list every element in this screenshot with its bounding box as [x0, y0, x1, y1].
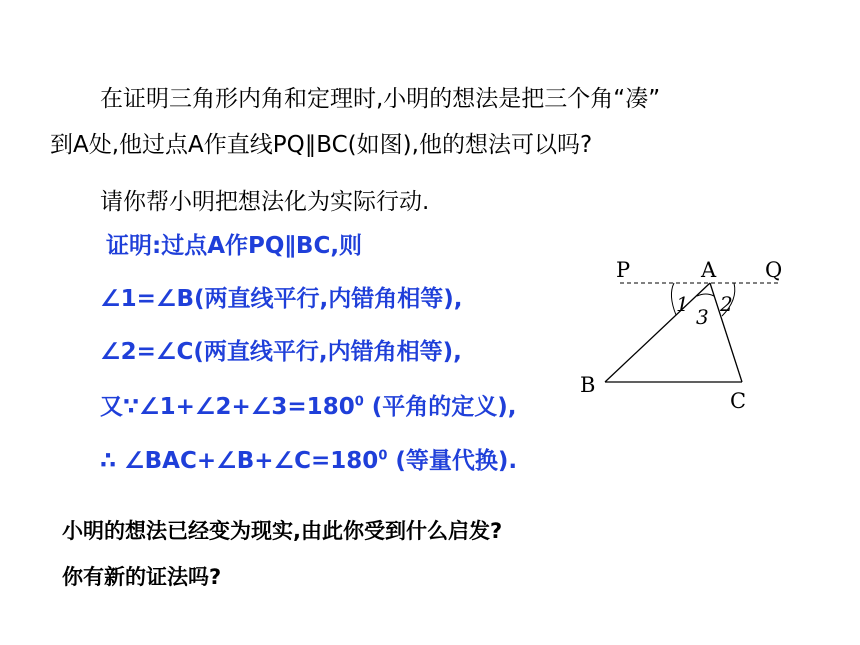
proof-line-5 [100, 446, 517, 476]
closing-line-1: 小明的想法已经变为现实,由此你受到什么启发? [62, 519, 503, 543]
proof-line-4 [100, 392, 517, 422]
proof-line-4-reason: (平角的定义), [363, 394, 517, 420]
side-ab [605, 283, 710, 382]
triangle-figure [570, 250, 800, 420]
proof-line-5-main: ∴ ∠BAC+∠B+∠C=180 [100, 448, 379, 474]
label-b: B [580, 373, 596, 397]
proof-line-1: 证明:过点A作PQ∥BC,则 [106, 233, 363, 259]
intro-line-1: 在证明三角形内角和定理时,小明的想法是把三个角“凑” [100, 86, 661, 112]
label-c: C [730, 389, 747, 413]
closing-line-2: 你有新的证法吗? [62, 565, 222, 589]
label-1: 1 [676, 292, 689, 316]
proof-line-4-degree: 0 [354, 394, 364, 410]
proof-line-3: ∠2=∠C(两直线平行,内错角相等), [100, 339, 462, 365]
proof-line-5-reason: (等量代换). [387, 448, 518, 474]
label-3: 3 [696, 305, 709, 329]
intro-line-3: 请你帮小明把想法化为实际行动. [100, 189, 430, 215]
proof-line-2: ∠1=∠B(两直线平行,内错角相等), [100, 286, 463, 312]
label-a: A [701, 258, 717, 282]
intro-line-2: 到A处,他过点A作直线PQ∥BC(如图),他的想法可以吗? [50, 132, 593, 158]
proof-line-5-degree: 0 [378, 448, 388, 464]
label-2: 2 [720, 292, 733, 316]
label-p: P [616, 258, 631, 282]
label-q: Q [765, 258, 783, 282]
proof-line-4-main: 又∵∠1+∠2+∠3=180 [100, 394, 355, 420]
angle-3-arc [697, 294, 714, 296]
